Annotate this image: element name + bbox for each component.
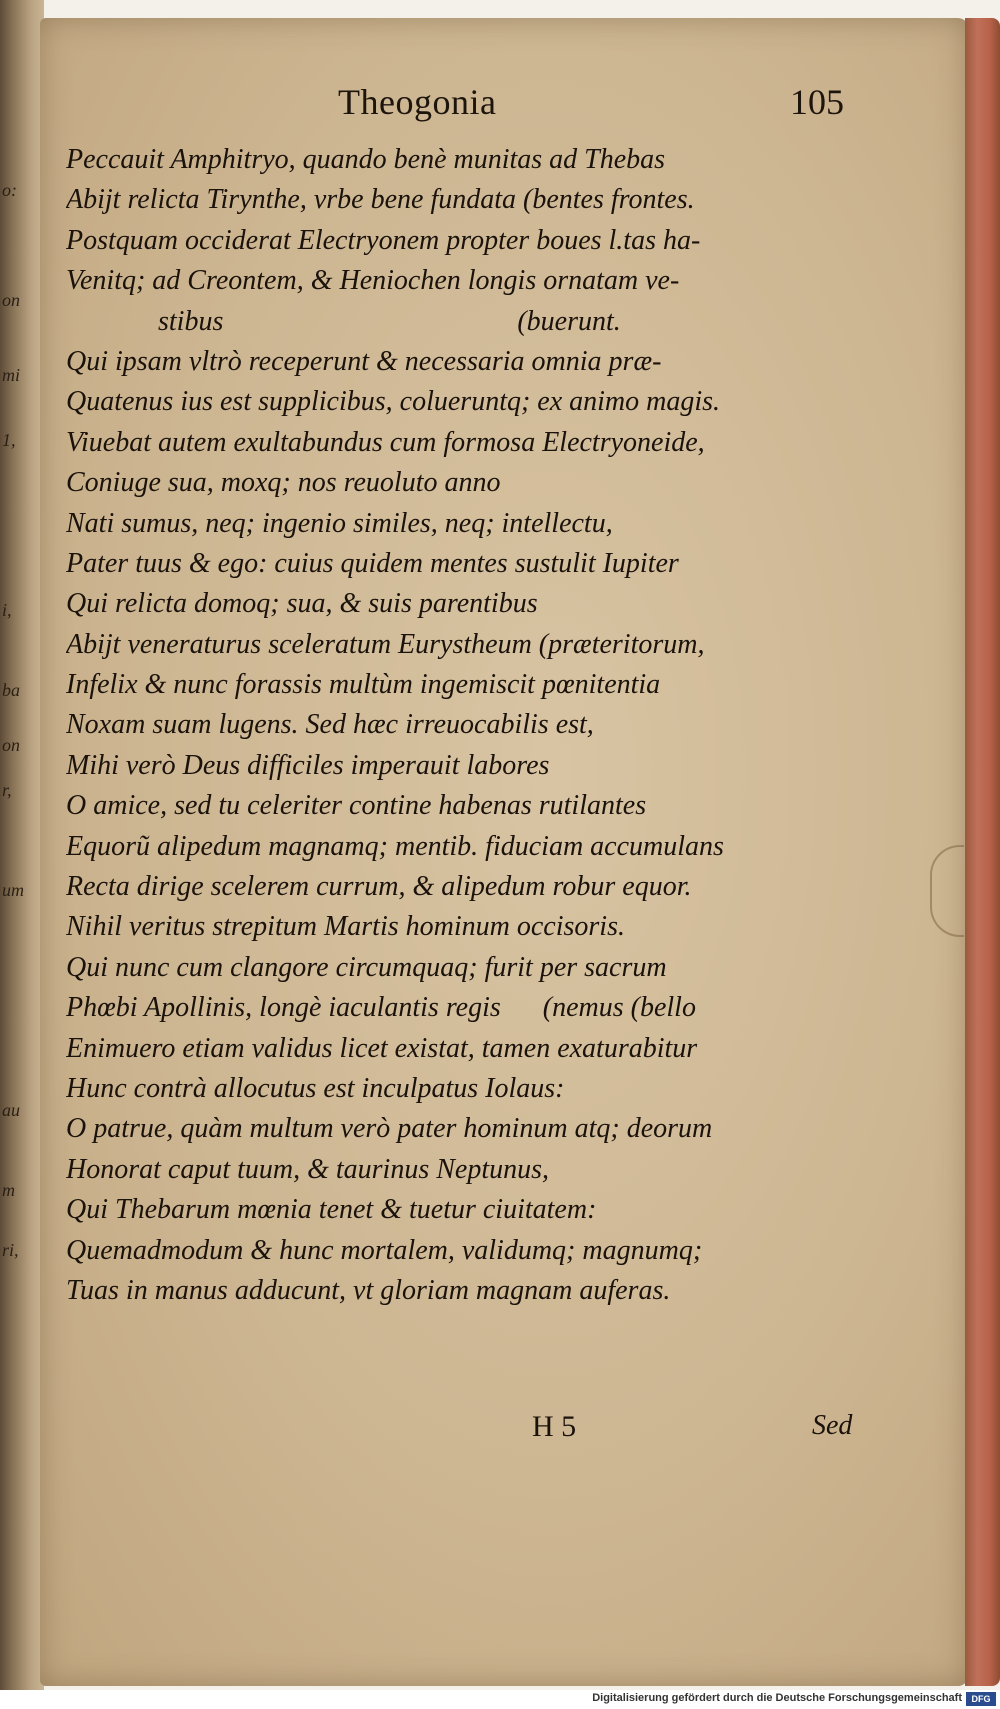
page-number: 105 xyxy=(790,82,844,122)
verse-line: Abijt veneraturus sceleratum Eurystheum (præteritorum, xyxy=(66,628,705,660)
margin-mark: au xyxy=(2,1100,20,1120)
margin-mark: mi xyxy=(2,365,20,385)
verse-line: Peccauit Amphitryo, quando benè munitas ad Thebas xyxy=(66,144,666,175)
dfg-logo-icon: DFG xyxy=(966,1692,996,1706)
verse-line: Venitq; ad Creontem, & Heniochen longis ornatam ve- xyxy=(66,265,680,297)
verse-line: Pater tuus & ego: cuius quidem mentes sustulit Iupiter xyxy=(66,547,679,579)
verse-line: Qui nunc cum clangore circumquaq; furit per sacrum xyxy=(66,951,667,983)
verse-line: Qui Thebarum mœnia tenet & tuetur ciuitatem: xyxy=(66,1194,597,1226)
verse-line: Equorũ alipedum magnamq; mentib. fiduciam accumulans xyxy=(66,830,724,862)
verse-line: Hunc contrà allocutus est inculpatus Iolaus: xyxy=(66,1072,565,1104)
verse-line: Enimuero etiam validus licet existat, tamen exaturabitur xyxy=(66,1032,698,1064)
page-header xyxy=(0,65,1000,125)
verse-line: Quatenus ius est supplicibus, colueruntq; ex animo magis. xyxy=(66,386,721,418)
verse-line: Mihi verò Deus difficiles imperauit labores xyxy=(66,749,550,781)
verse-line: O amice, sed tu celeriter contine habenas rutilantes xyxy=(66,790,647,822)
margin-mark: on xyxy=(2,735,20,755)
margin-mark: on xyxy=(2,290,20,310)
verse-line: Postquam occiderat Electryonem propter boues l.tas ha- xyxy=(66,224,701,256)
verse-line: stibus (buerunt. xyxy=(158,305,621,337)
verse-line: Infelix & nunc forassis multùm ingemiscit pœnitentia xyxy=(66,669,661,701)
verse-line: Quemadmodum & hunc mortalem, validumq; magnumq; xyxy=(66,1234,703,1266)
verse-line: Qui ipsam vltrò receperunt & necessaria omnia præ- xyxy=(66,345,662,377)
margin-mark: ba xyxy=(2,680,20,700)
verse-line: O patrue, quàm multum verò pater hominum atq; deorum xyxy=(66,1113,713,1145)
verse-line: Nihil veritus strepitum Martis hominum occisoris. xyxy=(66,911,625,943)
margin-mark: r, xyxy=(2,780,12,800)
catchword: Sed xyxy=(812,1410,853,1441)
verse-line: Recta dirige scelerem currum, & alipedum robur equor. xyxy=(66,871,692,903)
verse-line: Nati sumus, neq; ingenio similes, neq; intellectu, xyxy=(66,507,613,539)
signature-mark: H 5 xyxy=(532,1410,577,1443)
running-head: Theogonia xyxy=(338,82,497,122)
margin-mark: ri, xyxy=(2,1240,19,1260)
verse-line: Phœbi Apollinis, longè iaculantis regis (nemus (bello xyxy=(66,992,696,1024)
verse-line: Coniuge sua, moxq; nos reuoluto anno xyxy=(66,467,501,499)
margin-mark: i, xyxy=(2,600,12,620)
margin-mark: m xyxy=(2,1180,15,1200)
margin-mark: 1, xyxy=(2,430,16,450)
verse-line: Viuebat autem exultabundus cum formosa Electryoneide, xyxy=(66,426,705,458)
verse-line: Noxam suam lugens. Sed hæc irreuocabilis est, xyxy=(66,709,594,741)
digitization-credit-bar xyxy=(0,1690,1000,1709)
credit-text: Digitalisierung gefördert durch die Deutsche Forschungsgemeinschaft xyxy=(592,1692,962,1704)
verse-line: Tuas in manus adducunt, vt gloriam magnam auferas. xyxy=(66,1274,671,1306)
verse-line: Honorat caput tuum, & taurinus Neptunus, xyxy=(66,1153,550,1185)
margin-mark: o: xyxy=(2,180,17,200)
verse-text-block xyxy=(66,140,946,1311)
page-footer-line xyxy=(0,1410,1000,1460)
verse-line: Qui relicta domoq; sua, & suis parentibus xyxy=(66,588,538,620)
verse-line: Abijt relicta Tirynthe, vrbe bene fundata (bentes frontes. xyxy=(66,184,695,216)
margin-mark: um xyxy=(2,880,24,900)
